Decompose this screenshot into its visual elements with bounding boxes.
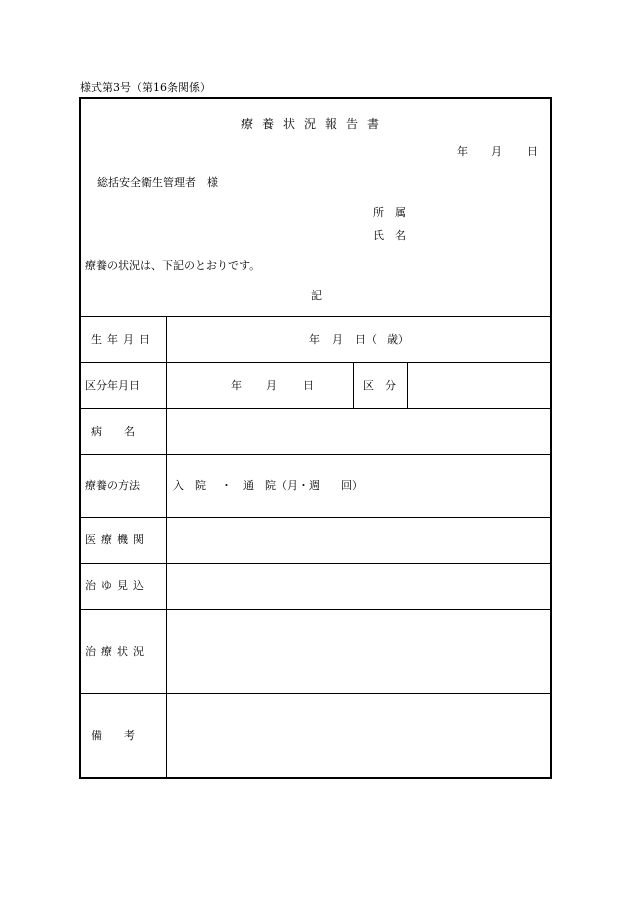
birthdate-month: 月: [332, 333, 343, 346]
report-form: [79, 97, 552, 779]
recovery-outlook-label: 治ゆ見込: [85, 579, 149, 592]
category-divider-left: [353, 362, 354, 408]
category-date-day: 日: [303, 379, 314, 392]
divider-row-3: [81, 454, 550, 455]
disease-name-label: 病 名: [91, 425, 135, 438]
medical-institution-label: 医療機関: [85, 533, 149, 546]
category-date-label: 区分年月日: [85, 379, 140, 392]
category-divider-right: [407, 362, 408, 408]
divider-row-6: [81, 609, 550, 610]
divider-row-1: [81, 362, 550, 363]
remarks-label: 備 考: [91, 729, 135, 742]
ki-text: 記: [311, 289, 322, 302]
treatment-method-label: 療養の方法: [85, 479, 140, 492]
birthdate-day: 日（: [355, 333, 377, 346]
category-date-month: 月: [266, 379, 277, 392]
option-separator: ・: [221, 479, 232, 492]
date-year-label: 年: [457, 145, 468, 158]
affiliation-label: 所 属: [373, 206, 406, 219]
birthdate-label: 生年月日: [91, 333, 155, 346]
inpatient-option: 入 院: [173, 479, 206, 492]
outpatient-option: 通 院（月・週: [243, 479, 320, 492]
date-month-label: 月: [491, 145, 502, 158]
outpatient-times: 回）: [341, 479, 363, 492]
date-day-label: 日: [527, 145, 538, 158]
divider-row-5: [81, 563, 550, 564]
birthdate-age: 歳）: [387, 333, 409, 346]
category-date-year: 年: [231, 379, 242, 392]
divider-row-7: [81, 693, 550, 694]
divider-row-4: [81, 517, 550, 518]
form-title: 療養状況報告書: [241, 117, 389, 131]
statement-text: 療養の状況は、下記のとおりです。: [85, 259, 261, 272]
divider-row-2: [81, 408, 550, 409]
form-number: 様式第3号（第16条関係）: [80, 81, 211, 94]
name-label: 氏 名: [373, 229, 406, 242]
birthdate-year: 年: [309, 333, 320, 346]
divider-header: [81, 316, 550, 317]
treatment-status-label: 治療状況: [85, 645, 149, 658]
label-column-divider: [166, 316, 167, 777]
addressee: 総括安全衛生管理者 様: [97, 176, 218, 189]
category-label: 区 分: [363, 379, 396, 392]
